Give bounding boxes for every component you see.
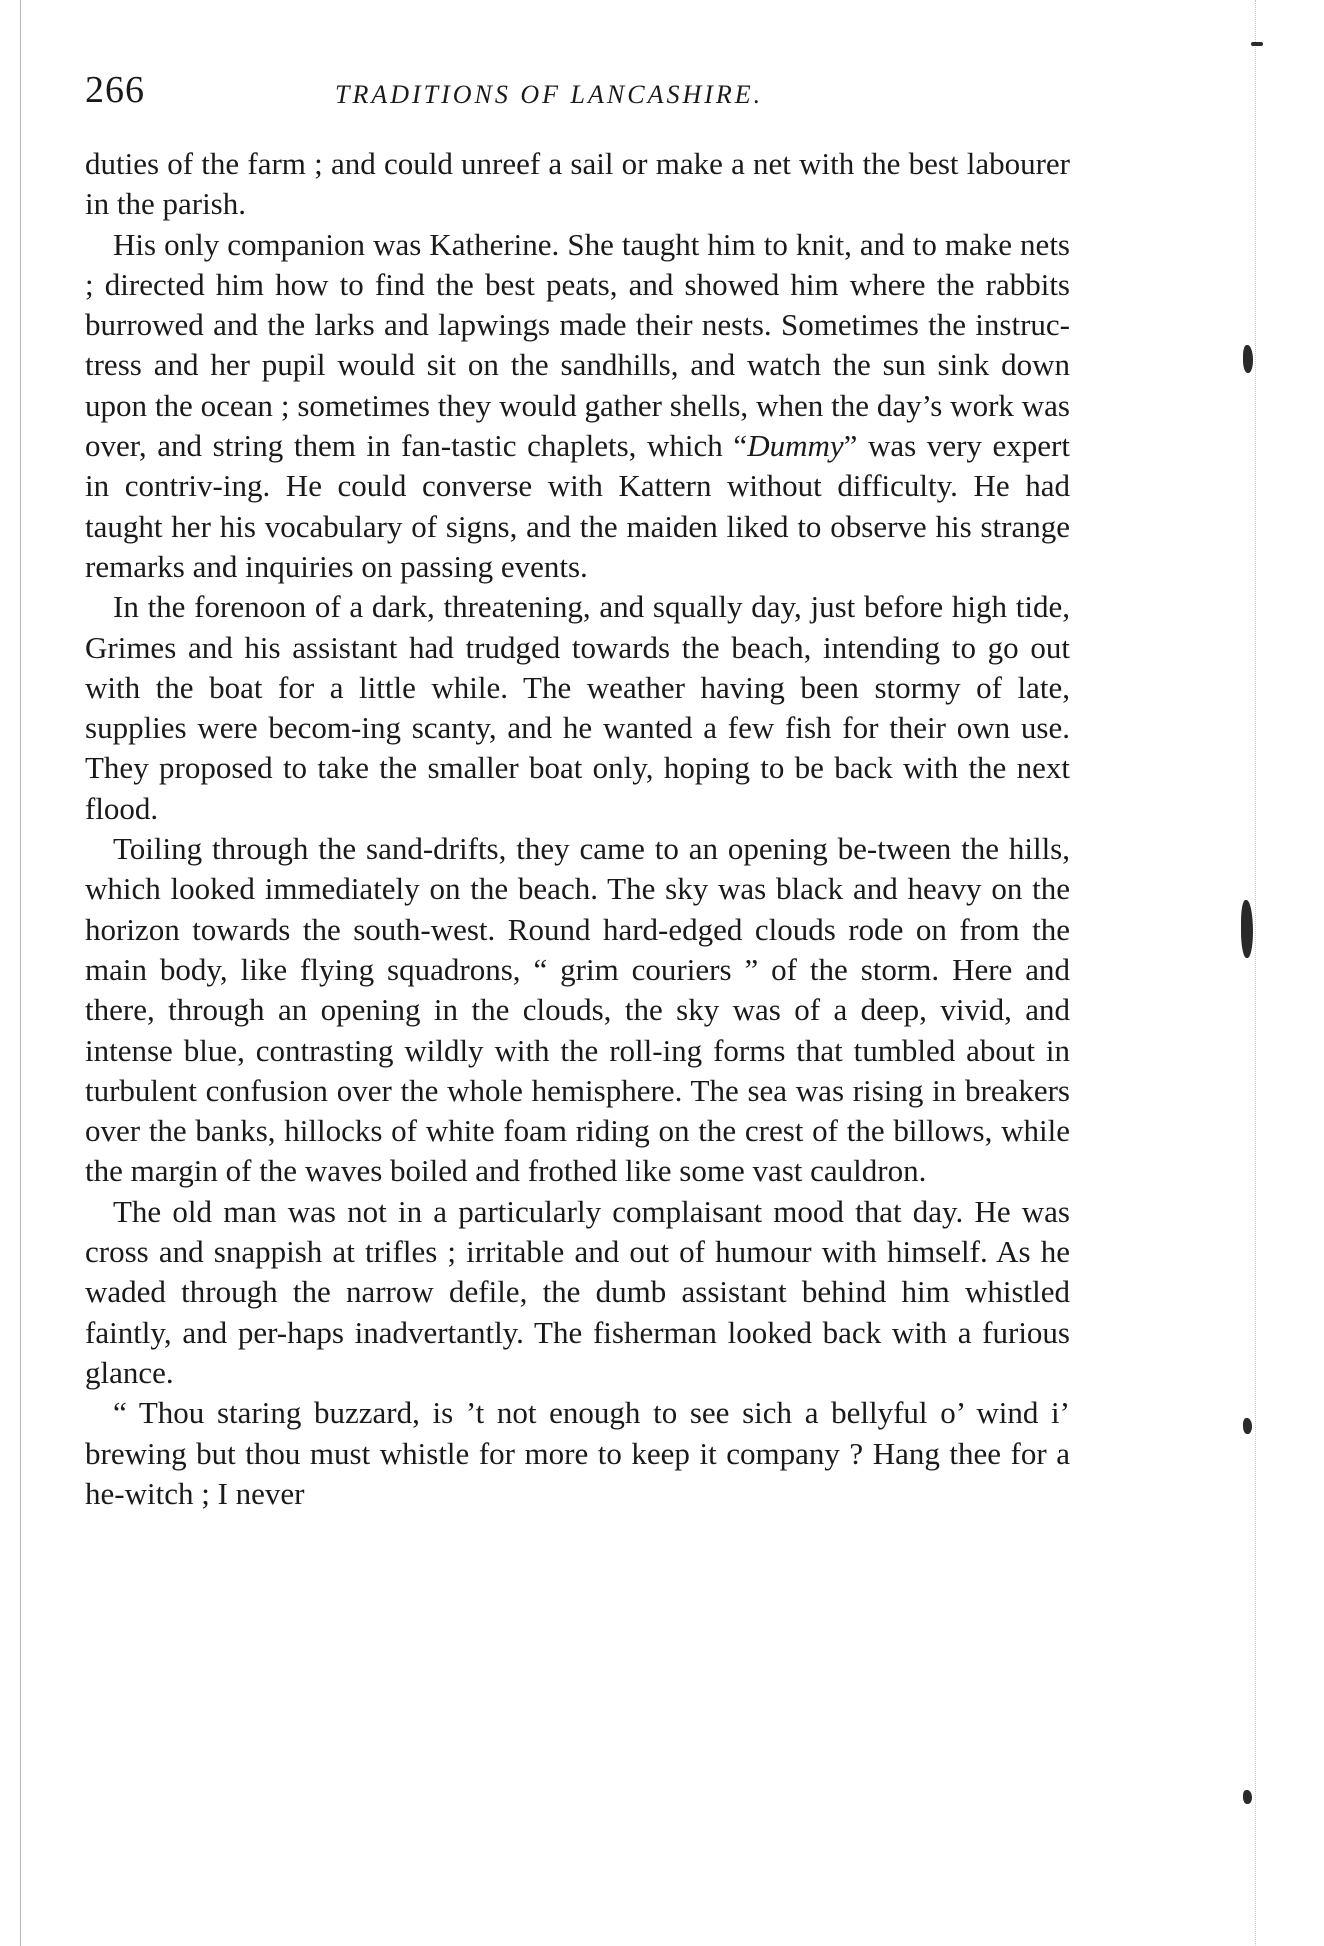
- paragraph: [85, 1393, 1070, 1514]
- paragraph: [85, 225, 1070, 588]
- page-right-edge: [1255, 0, 1257, 1946]
- text-run: Toiling through the sand-drifts, they came to an opening be-tween the hills, which looked immediately on the beach. The sky was black and heavy on the horizon towards the south-west. Round hard-edged clouds rode on from the main body, like flying squadrons, “ grim couriers ” of the storm. Here and there, through an opening in the clouds, the sky was of a deep, vivid, and intense blue, contrasting wildly with the roll-ing forms that tumbled about in turbulent confusion over the whole hemisphere. The sea was rising in breakers over the banks, hillocks of white foam riding on the crest of the billows, while the margin of the waves boiled and frothed like some vast cauldron.: [85, 831, 1070, 1189]
- running-title: TRADITIONS OF LANCASHIRE.: [335, 80, 764, 109]
- ink-blot-mark: [1251, 42, 1263, 46]
- page-header: [85, 62, 1070, 122]
- paragraph: [85, 1192, 1070, 1393]
- text-run: In the forenoon of a dark, threatening, and squally day, just before high tide, Grimes and his assistant had trudged towards the beach, intending to go out with the boat for a little while. The weather having been stormy of late, supplies were becom-ing scanty, and he wanted a few fish for their own use. They proposed to take the smaller boat only, hoping to be back with the next flood.: [85, 589, 1070, 826]
- ink-blot-mark: [1243, 1418, 1252, 1434]
- body-text: [85, 144, 1070, 1514]
- text-run: “ Thou staring buzzard, is ’t not enough to see sich a bellyful o’ wind i’ brewing but thou must whistle for more to keep it company ? Hang thee for a he-witch ; I never: [85, 1395, 1070, 1511]
- italic-text-run: Dummy: [747, 428, 844, 464]
- text-run: The old man was not in a particularly complaisant mood that day. He was cross and snappish at trifles ; irritable and out of humour with himself. As he waded through the narrow defile, the dumb assistant behind him whistled faintly, and per-haps inadvertantly. The fisherman looked back with a furious glance.: [85, 1193, 1070, 1390]
- text-run: duties of the farm ; and could unreef a sail or make a net with the best labourer in the parish.: [85, 146, 1070, 222]
- paragraph: [85, 829, 1070, 1192]
- paragraph: [85, 587, 1070, 829]
- text-run: His only companion was Katherine. She taught him to knit, and to make nets ; directed him how to find the best peats, and showed him where the rabbits burrowed and the larks and lapwings made their nests. Sometimes the instruc-tress and her pupil would sit on the sandhills, and watch the sun sink down upon the ocean ; sometimes they would gather shells, when the day’s work was over, and string them in fan-tastic chaplets, which “: [85, 226, 1070, 464]
- ink-blot-mark: [1241, 900, 1253, 958]
- paragraph: [85, 144, 1070, 225]
- text-run: ” was very expert in contriv-ing. He could converse with Kattern without difficulty. He had taught her his vocabulary of signs, and the maiden liked to observe his strange remarks and inquiries on passing events.: [85, 428, 1070, 584]
- ink-blot-mark: [1243, 1790, 1252, 1804]
- ink-blot-mark: [1243, 345, 1253, 373]
- binding-edge-line: [20, 0, 21, 1946]
- page-number: 266: [85, 69, 145, 111]
